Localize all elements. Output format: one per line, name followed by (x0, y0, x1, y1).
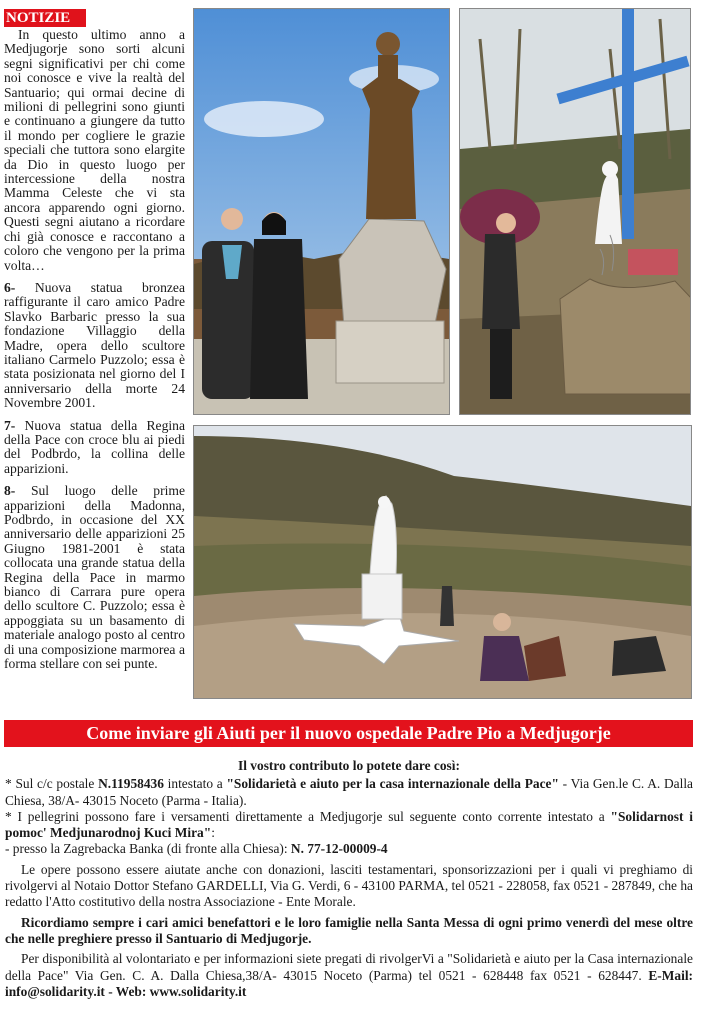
bank-line: - presso la Zagrebacka Banka (di fronte alla Chiesa): N. 77-12-00009-4 (5, 841, 388, 857)
intro-paragraph: In questo ultimo anno a Medjugorje sono sorti alcuni segni significativi per chi come noi conosce e vive la realtà del Santuario; qui ormai decine di milioni di pellegrini sono giunti e continuano a giungere da tutto il mondo per cogliere le grazie speciali che tuttora sono elargite da Dio in questo luogo per intercessione della nostra Mamma Celeste che vi sta ancora apparendo ogni giorno. Questi segni aiutano a ricordare chi già conosce e raccontano a coloro che vengono per la prima volta… (4, 27, 185, 273)
news-item-7 (4, 419, 185, 477)
remember-paragraph: Ricordiamo sempre i cari amici benefattori e le loro famiglie nella Santa Messa di ogni primo venerdì del mese oltre che nelle preghiere presso il Santuario di Medjugorje. (5, 914, 693, 946)
donation-info (5, 758, 693, 1000)
contact-paragraph: Per disponibilità al volontariato e per informazioni siete pregati di rivolgerVi a "Solidarietà e aiuto per la Casa internazionale della Pace" Via Gen. C. A. Dalla Chiesa,38/A- 43015 Noceto (Parma) tel 0521 - 628448 fax 0521 - 628447. E-Mail: info@solidarity.it - Web: www.solidarity.it (5, 951, 693, 999)
item-number: 8- (4, 483, 16, 499)
pilgrim-account-line: * I pellegrini possono fare i versamenti direttamente a Medjugorje sul seguente conto corrente intestato a "Solidarnost i pomoc' Medjunarodnoj Kuci Mira": (5, 808, 694, 841)
item-text: Nuova statua della Regina della Pace con croce blu ai piedi del Podbrdo, la collina delle apparizioni. (4, 417, 185, 476)
contribution-heading: Il vostro contributo lo potete dare così: (238, 758, 460, 773)
postal-account-line: * Sul c/c postale N.11958436 intestato a "Solidarietà e aiuto per la casa internazionale della Pace" - Via Gen.le C. A. Dalla Chiesa, 38/A- 43015 Noceto (Parma - Italia). (5, 776, 693, 808)
postal-account-number: N.11958436 (98, 776, 164, 792)
website-link[interactable]: Web: www.solidarity.it (115, 983, 247, 999)
donations-paragraph: Le opere possono essere aiutate anche con donazioni, lasciti testamentari, sponsorizzazioni per i quali vi preghiamo di rivolgervi al Notaio Dottor Stefano GARDELLI, Via G. Verdi, 6 - 43100 PARMA, tel 0521 - 228058, fax 0521 - 287849, che ha redatto l'Atto costitutivo della nostra Associazione - Ente Morale. (5, 861, 693, 910)
email-link[interactable]: E-Mail: info@solidarity.it (5, 967, 693, 999)
item-text: Nuova statua bronzea raffigurante il caro amico Padre Slavko Barbaric presso la sua fondazione Villaggio della Madre, opera dello scultore italiano Carmelo Puzzolo; essa è stata posizionata nel giorno del I anniversario della morte 24 Novembre 2001. (4, 279, 186, 411)
news-column (4, 28, 185, 679)
bronze-statue-photo (193, 8, 450, 415)
aid-banner: Come inviare gli Aiuti per il nuovo ospedale Padre Pio a Medjugorje (4, 720, 693, 747)
croatian-association-name: "Solidarnost i pomoc' Medjunarodnoj Kuci Mira" (5, 808, 694, 841)
news-item-8 (4, 484, 185, 671)
podbrdo-star-statue-photo (193, 425, 692, 699)
association-name: "Solidarietà e aiuto per la casa internazionale della Pace" (226, 776, 559, 792)
section-label: NOTIZIE (4, 9, 86, 27)
blue-cross-statue-photo (459, 8, 691, 415)
bank-account-number: N. 77-12-00009-4 (290, 841, 388, 857)
item-number: 6- (4, 279, 16, 295)
news-item-6 (4, 281, 185, 411)
item-number: 7- (4, 417, 16, 433)
item-text: Sul luogo delle prime apparizioni della Madonna, Podbrdo, in occasione del XX anniversario delle apparizioni 25 Giugno 1981-2001 è stata collocata una grande statua della Regina della Pace in marmo bianco di Carrara pure opera dello scultore C. Puzzolo; essa è appoggiata su un basamento di materiale analogo posto al centro di una composizione marmorea a forma stellare con sei punte. (4, 483, 185, 672)
